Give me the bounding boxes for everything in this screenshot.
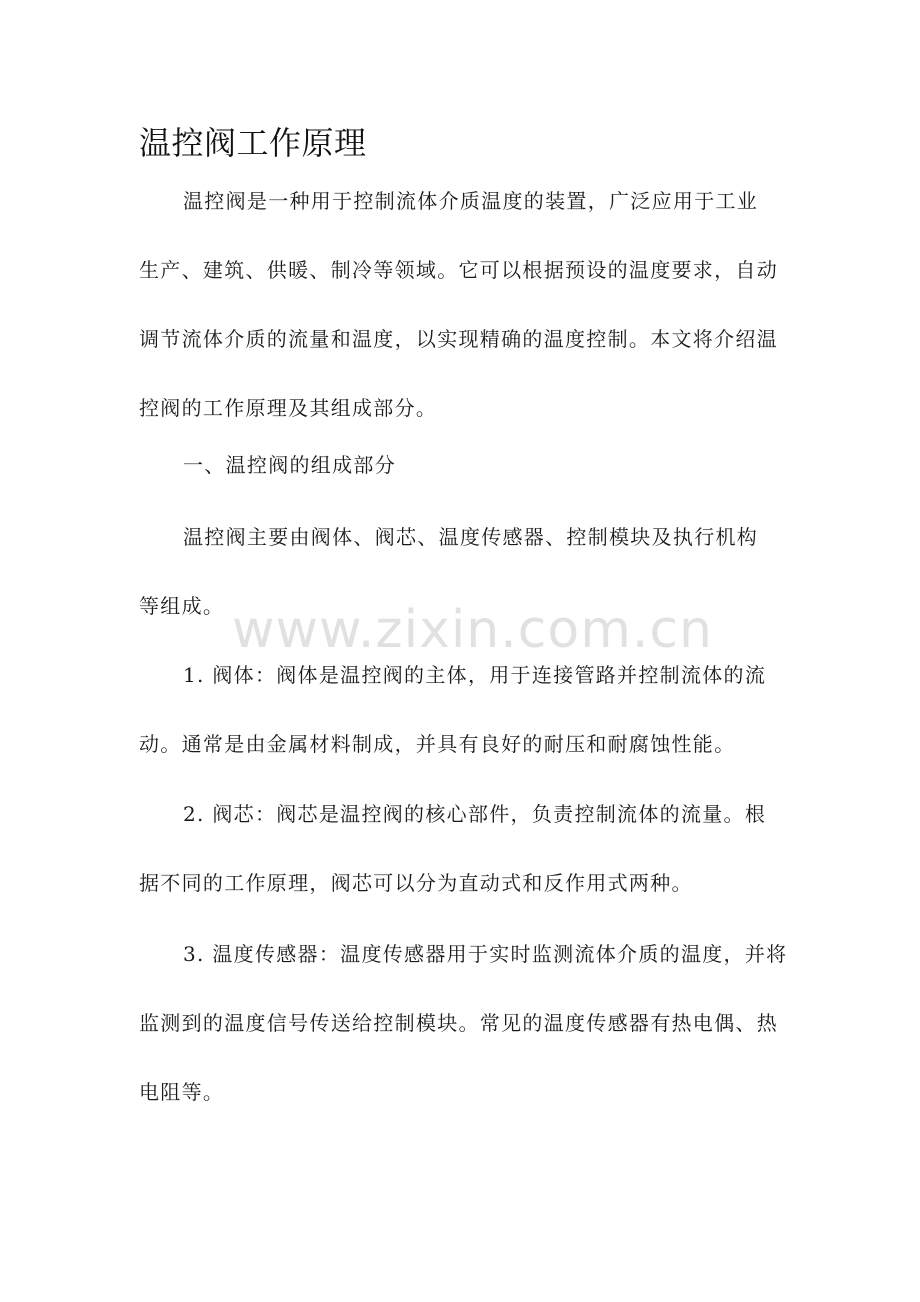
list-item-temperature-sensor: 3. 温度传感器：温度传感器用于实时监测流体介质的温度，并将监测到的温度信号传送给控制模块。常见的温度传感器有热电偶、热电阻等。 [139, 942, 788, 1104]
list-item-valve-body: 1. 阀体：阀体是温控阀的主体，用于连接管路并控制流体的流动。通常是由金属材料制成，并具有良好的耐压和耐腐蚀性能。 [139, 663, 767, 756]
components-intro-paragraph: 温控阀主要由阀体、阀芯、温度传感器、控制模块及执行机构等组成。 [139, 525, 759, 618]
intro-paragraph: 温控阀是一种用于控制流体介质温度的装置，广泛应用于工业生产、建筑、供暖、制冷等领域。它可以根据预设的温度要求，自动调节流体介质的流量和温度，以实现精确的温度控制。本文将介绍温控阀的工作原理及其组成部分。 [139, 189, 778, 420]
section-heading: 一、温控阀的组成部分 [183, 453, 396, 477]
document-title: 温控阀工作原理 [139, 124, 367, 162]
watermark-text: www.zixin.com.cn [232, 600, 713, 660]
list-item-valve-core: 2. 阀芯：阀芯是温控阀的核心部件，负责控制流体的流量。根据不同的工作原理，阀芯可以分为直动式和反作用式两种。 [139, 802, 767, 895]
